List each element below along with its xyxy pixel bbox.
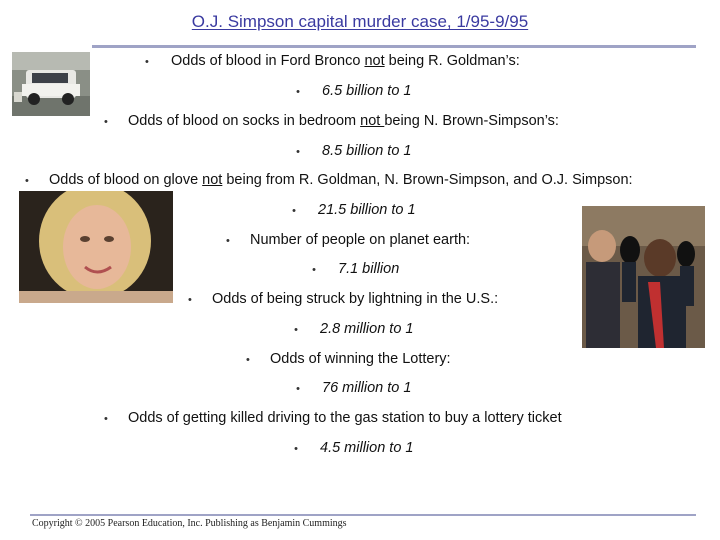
bullet-icon: • [25, 175, 29, 187]
bullet-blood-bronco: • Odds of blood in Ford Bronco not being R. Goldman’s: [145, 53, 520, 69]
bullet-icon: • [294, 324, 298, 336]
bullet-icon: • [296, 146, 300, 158]
title-divider [92, 45, 696, 48]
courtroom-photo [582, 206, 705, 348]
odds-glove: • 21.5 billion to 1 [292, 202, 416, 218]
bullet-world-population: • Number of people on planet earth: [226, 232, 471, 248]
slide-title: O.J. Simpson capital murder case, 1/95-9/95 [191, 12, 529, 31]
bullet-icon: • [188, 294, 192, 306]
odds-lottery: • 76 million to 1 [296, 380, 412, 396]
footer-divider [30, 514, 696, 516]
bullet-blood-socks: • Odds of blood on socks in bedroom not being N. Brown-Simpson’s: [104, 113, 559, 129]
bullet-icon: • [312, 264, 316, 276]
bullet-icon: • [226, 235, 230, 247]
bullet-icon: • [145, 56, 149, 68]
bullet-icon: • [246, 354, 250, 366]
bullet-icon: • [104, 116, 108, 128]
bullet-icon: • [104, 413, 108, 425]
portrait-photo [19, 191, 173, 303]
odds-bronco: • 6.5 billion to 1 [296, 83, 412, 99]
bronco-photo [12, 52, 90, 116]
bullet-driving: • Odds of getting killed driving to the gas station to buy a lottery ticket [104, 410, 562, 426]
odds-driving: • 4.5 million to 1 [294, 440, 414, 456]
bullet-icon: • [296, 86, 300, 98]
bullet-icon: • [292, 205, 296, 217]
bullet-icon: • [294, 443, 298, 455]
value-world-population: • 7.1 billion [312, 261, 400, 277]
copyright-footer: Copyright © 2005 Pearson Education, Inc. Publishing as Benjamin Cummings [32, 518, 347, 529]
odds-lightning: • 2.8 million to 1 [294, 321, 414, 337]
bullet-blood-glove: • Odds of blood on glove not being from R. Goldman, N. Brown-Simpson, and O.J. Simpson: [25, 172, 633, 188]
bullet-icon: • [296, 383, 300, 395]
bullet-lightning: • Odds of being struck by lightning in the U.S.: [188, 291, 499, 307]
bullet-lottery: • Odds of winning the Lottery: [246, 351, 451, 367]
odds-socks: • 8.5 billion to 1 [296, 143, 412, 159]
